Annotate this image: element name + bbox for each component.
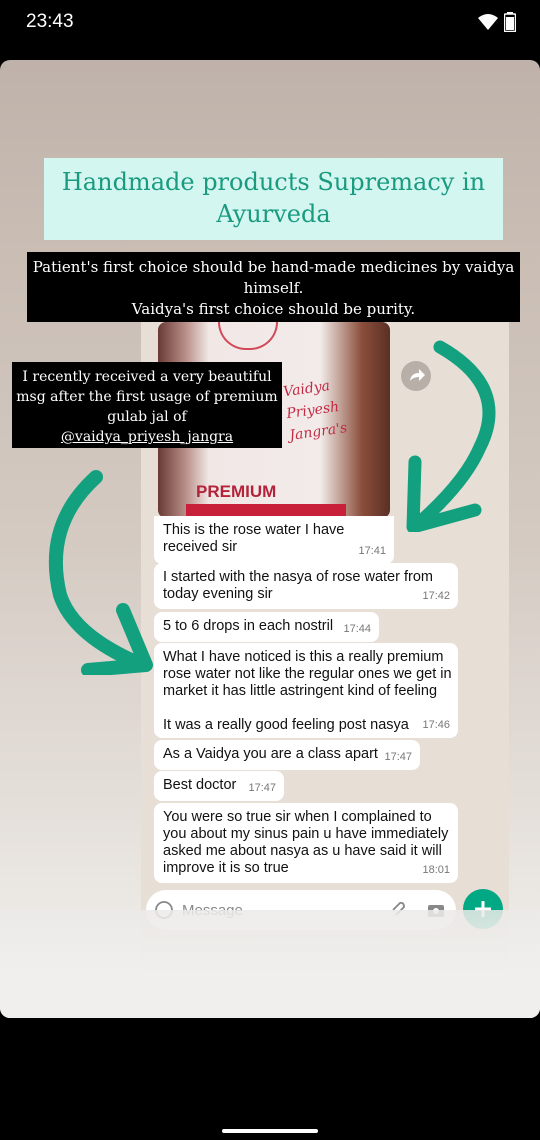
mention-link[interactable]: @vaidya_priyesh_jangra (60, 429, 234, 445)
message-text: Best doctor (163, 777, 237, 793)
message-text: You were so true sir when I complained to you about my sinus pain u have immediately asked me about nasya as u have said it will improve it is so true (163, 809, 449, 876)
message-time: 17:42 (422, 590, 450, 602)
home-gesture-bar[interactable] (222, 1129, 318, 1133)
message-text: I started with the nasya of rose water from today evening sir (163, 569, 433, 602)
message-text: It was a really good feeling post nasya (163, 717, 409, 733)
status-bar (0, 0, 540, 44)
photo-brand-text: Vaidya Priyesh Jangra's (282, 378, 349, 444)
banner-top (27, 252, 520, 322)
logo-flower-icon (218, 322, 278, 350)
message-text: This is the rose water I have received sir (163, 522, 345, 555)
status-icons (478, 12, 516, 32)
message-bubble (154, 740, 420, 770)
photo-label: PREMIUM (196, 482, 277, 501)
story-card[interactable] (0, 60, 540, 1018)
story-title: Handmade products Supremacy in Ayurveda (44, 158, 503, 240)
message-bubble (154, 563, 458, 609)
message-bubble (154, 803, 458, 883)
status-time: 23:43 (26, 11, 74, 32)
message-time: 18:01 (422, 864, 450, 876)
message-bubble (154, 612, 379, 642)
message-time: 17:46 (422, 719, 450, 731)
message-text: What I have noticed is this a really premium rose water not like the regular ones we get in market it has little astringent kind of feeling (163, 649, 452, 699)
message-time: 17:47 (384, 751, 412, 763)
banner-top-line1: Patient's first choice should be hand-made medicines by vaidya himself. (32, 258, 515, 297)
wifi-icon (478, 14, 498, 30)
battery-icon (504, 12, 516, 32)
banner-left (12, 362, 282, 448)
arrow-right-decoration (395, 332, 505, 532)
message-bubble (154, 643, 458, 738)
message-time: 17:47 (248, 782, 276, 794)
arrow-left-decoration (38, 465, 158, 675)
banner-top-line2: Vaidya's first choice should be purity. (131, 300, 416, 318)
message-bubble (154, 516, 394, 564)
message-text: 5 to 6 drops in each nostril (163, 618, 334, 634)
message-text: As a Vaidya you are a class apart (163, 746, 378, 762)
message-bubble (154, 771, 284, 801)
message-time: 17:41 (358, 545, 386, 557)
banner-left-text: I recently received a very beautiful msg after the first usage of premium gulab jal of (16, 369, 278, 425)
bottom-fade (0, 910, 540, 1018)
message-time: 17:44 (343, 623, 371, 635)
